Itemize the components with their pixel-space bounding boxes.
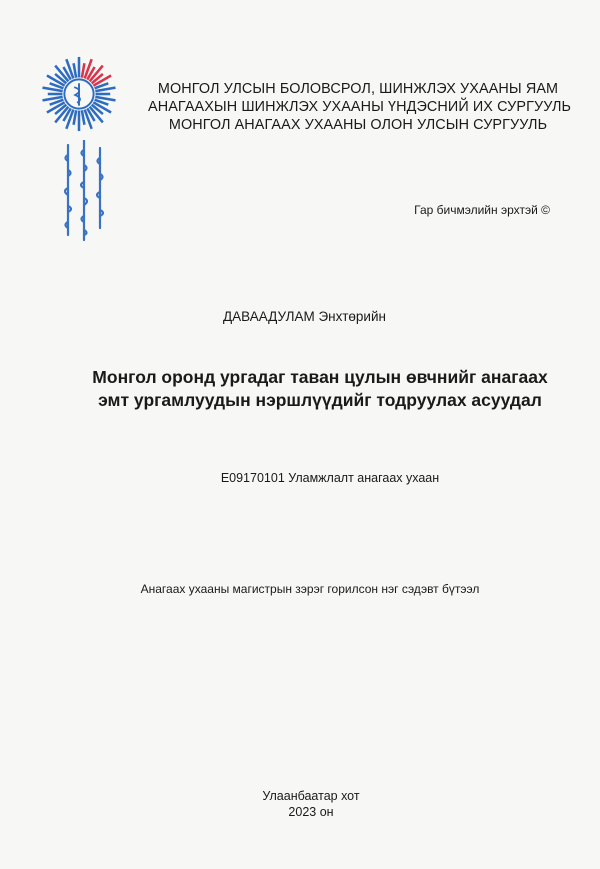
copyright-notice: Гар бичмэлийн эрхтэй © [414,203,550,217]
emblem-ray [82,110,85,124]
degree-statement: Анагаах ухааны магистрын зэрэг горилсон нэг сэдэвт бүтээл [140,582,480,596]
ministry-name: МОНГОЛ УЛСЫН БОЛОВСРОЛ, ШИНЖЛЭХ УХААНЫ ЯАМ [157,81,559,97]
thesis-title-line-2: эмт ургамлуудын нэршлүүдийг тодруулах асуудал [98,390,542,410]
emblem-ray [82,63,85,77]
university-emblem-icon [40,55,118,133]
thesis-title-line-1: Монгол оронд ургадаг таван цулын өвчнийг анагаах [92,367,548,387]
emblem-ray [74,110,77,124]
city: Улаанбаатар хот [262,789,360,803]
university-name: АНАГААХЫН ШИНЖЛЭХ УХААНЫ ҮНДЭСНИЙ ИХ СУРГУУЛЬ [148,99,572,115]
year: 2023 он [288,805,334,819]
school-name: МОНГОЛ АНАГААХ УХААНЫ ОЛОН УЛСЫН СУРГУУЛЬ [168,117,548,133]
place-and-year [0,788,600,820]
program-code: E09170101 Уламжлалт анагаах ухаан [220,471,440,485]
institution-header [148,80,572,134]
emblem-ray [74,63,77,77]
author-name: ДАВААДУЛАМ Энхтөрийн [223,309,386,324]
thesis-title [60,366,580,412]
mongolian-script-emblem-text [58,140,118,245]
